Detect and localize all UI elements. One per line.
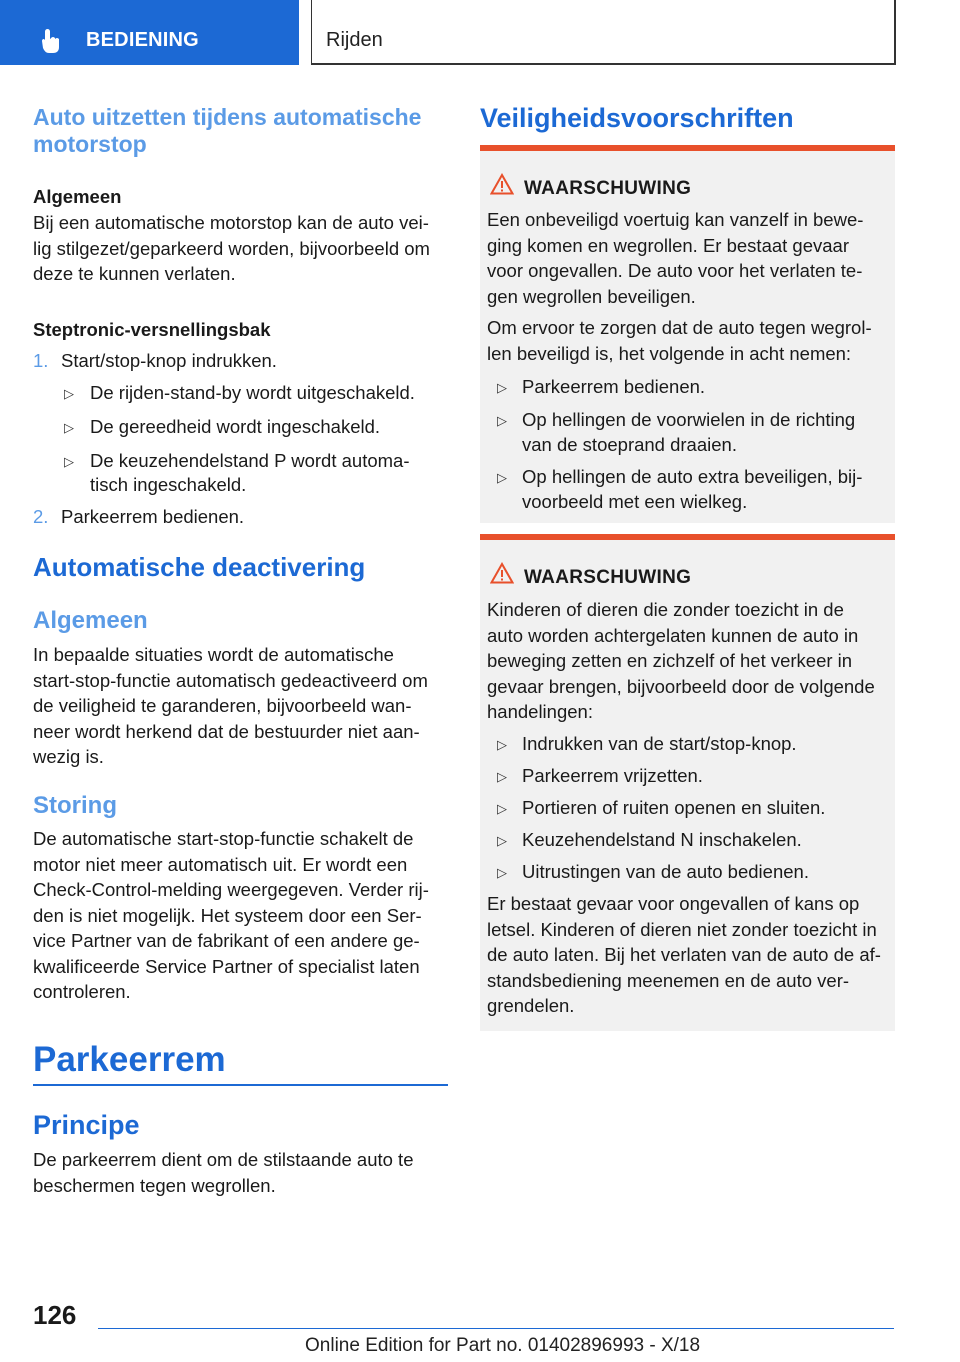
warning-box <box>480 145 895 523</box>
text-line: de auto laten. Bij het verlaten van de auto de af- <box>487 944 881 965</box>
heading-auto-uitzetten <box>33 104 421 158</box>
text-line: De automatische start-stop-functie schakelt de <box>33 828 414 849</box>
paragraph-deactivering <box>33 642 428 770</box>
heading-line: motorstop <box>33 131 147 157</box>
list-text: Start/stop-knop indrukken. <box>61 350 277 371</box>
subheading-algemeen-2: Algemeen <box>33 607 148 634</box>
footer-rule <box>98 1328 894 1329</box>
text-line: ging komen en wegrollen. Er bestaat gevaar <box>487 234 849 256</box>
text-line: neer wordt herkend dat de bestuurder niet aan- <box>33 720 420 742</box>
triangle-bullet-icon: ▷ <box>64 386 74 401</box>
warning-title: WAARSCHUWING <box>524 567 692 588</box>
triangle-bullet-icon: ▷ <box>497 413 507 428</box>
text-line: gevaar brengen, bijvoorbeeld door de volgende <box>487 675 875 697</box>
warning-triangle-icon <box>490 562 514 584</box>
text-line: letsel. Kinderen of dieren niet zonder toezicht in <box>487 918 877 940</box>
triangle-bullet-icon: ▷ <box>497 380 507 395</box>
text-line: deze te kunnen verlaten. <box>33 263 236 284</box>
bullet-text: Parkeerrem bedienen. <box>522 376 706 397</box>
subheading-algemeen: Algemeen <box>33 186 122 207</box>
text-line: grendelen. <box>487 995 575 1016</box>
list-number: 2. <box>33 506 49 527</box>
text-line: beschermen tegen wegrollen. <box>33 1174 276 1196</box>
text-line: auto worden achtergelaten kunnen de auto in <box>487 624 859 646</box>
text-line: Een onbeveiligd voertuig kan vanzelf in bewe- <box>487 209 864 230</box>
text-line: wezig is. <box>33 746 104 767</box>
subheading-storing: Storing <box>33 792 117 819</box>
warning-paragraph <box>487 891 881 1019</box>
warning-paragraph <box>487 315 872 366</box>
paragraph-principe <box>33 1147 414 1198</box>
paragraph-algemeen <box>33 210 430 287</box>
chapter-title: Rijden <box>326 29 383 51</box>
bullet-text: tisch ingeschakeld. <box>90 474 247 495</box>
bullet-text: Uitrustingen van de auto bedienen. <box>522 861 809 882</box>
text-line: den is niet mogelijk. Het systeem door een Ser- <box>33 904 422 926</box>
text-line: beweging zetten en zichzelf of het verkeer in <box>487 650 853 671</box>
text-line: Kinderen of dieren die zonder toezicht in de <box>487 599 844 620</box>
text-line: Er bestaat gevaar voor ongevallen of kans op <box>487 893 860 914</box>
bullet-text: Parkeerrem vrijzetten. <box>522 765 703 786</box>
warning-title: WAARSCHUWING <box>524 178 692 199</box>
paragraph-storing <box>33 826 429 1005</box>
warning-triangle-icon <box>490 173 514 195</box>
subheading-principe: Principe <box>33 1110 140 1140</box>
list-number: 1. <box>33 350 49 371</box>
heading-underline <box>33 1084 448 1086</box>
bullet-text: voorbeeld met een wielkeg. <box>522 491 748 512</box>
warning-paragraph <box>487 207 863 309</box>
heading-parkeerrem: Parkeerrem <box>33 1040 226 1079</box>
bullet-text: Keuzehendelstand N inschakelen. <box>522 829 802 850</box>
bullet-text: Op hellingen de voorwielen in de richting <box>522 409 856 430</box>
text-line: kwalificeerde Service Partner of specialist laten <box>33 955 420 977</box>
triangle-bullet-icon: ▷ <box>497 801 507 816</box>
text-line: gen wegrollen beveiligen. <box>487 285 696 307</box>
triangle-bullet-icon: ▷ <box>497 470 507 485</box>
chapter-tab <box>311 0 896 65</box>
page-number: 126 <box>33 1300 77 1330</box>
text-line: lig stilgezet/geparkeerd worden, bijvoorbeeld om <box>33 237 430 259</box>
text-line: vice Partner van de fabrikant of een andere ge- <box>33 930 420 951</box>
triangle-bullet-icon: ▷ <box>497 769 507 784</box>
text-line: motor niet meer automatisch uit. Er wordt een <box>33 853 408 875</box>
text-line: de veiligheid te garanderen, bijvoorbeeld wan- <box>33 695 412 716</box>
list-text: Parkeerrem bedienen. <box>61 506 245 527</box>
section-tab <box>0 0 299 65</box>
triangle-bullet-icon: ▷ <box>497 737 507 752</box>
bullet-text: De keuzehendelstand P wordt automa- <box>90 450 410 471</box>
text-line: Om ervoor te zorgen dat de auto tegen wegrol- <box>487 317 872 338</box>
bullet-text: De gereedheid wordt ingeschakeld. <box>90 416 381 437</box>
bullet-text: De rijden-stand-by wordt uitgeschakeld. <box>90 382 415 403</box>
text-line: In bepaalde situaties wordt de automatische <box>33 644 394 665</box>
text-line: Check-Control-melding weergegeven. Verder rij- <box>33 879 429 900</box>
subheading-steptronic: Steptronic-versnellingsbak <box>33 319 271 340</box>
triangle-bullet-icon: ▷ <box>64 420 74 435</box>
text-line: voor ongevallen. De auto voor het verlaten te- <box>487 260 863 281</box>
edition-text: Online Edition for Part no. 01402896993 - X/18 <box>305 1335 701 1356</box>
section-title: BEDIENING <box>86 29 199 51</box>
triangle-bullet-icon: ▷ <box>497 865 507 880</box>
text-line: controleren. <box>33 981 131 1002</box>
text-line: standsbediening meenemen en de auto ver- <box>487 969 850 991</box>
heading-automatische-deactivering: Automatische deactivering <box>33 552 366 582</box>
bullet-text: van de stoeprand draaien. <box>522 434 737 455</box>
warning-paragraph <box>487 597 875 725</box>
text-line: Bij een automatische motorstop kan de auto vei- <box>33 212 429 233</box>
triangle-bullet-icon: ▷ <box>497 833 507 848</box>
text-line: De parkeerrem dient om de stilstaande auto te <box>33 1149 414 1170</box>
warning-box <box>480 534 895 1031</box>
text-line: len beveiligd is, het volgende in acht nemen: <box>487 342 852 364</box>
text-line: handelingen: <box>487 701 593 722</box>
text-line: start-stop-functie automatisch gedeactiveerd om <box>33 669 428 691</box>
heading-line: Auto uitzetten tijdens automatische <box>33 104 422 130</box>
bullet-text: Indrukken van de start/stop-knop. <box>522 733 797 754</box>
bullet-text: Op hellingen de auto extra beveiligen, bij- <box>522 466 863 487</box>
heading-veiligheidsvoorschriften: Veiligheidsvoorschriften <box>480 103 794 133</box>
triangle-bullet-icon: ▷ <box>64 454 74 469</box>
hand-pointer-icon <box>38 28 64 54</box>
bullet-text: Portieren of ruiten openen en sluiten. <box>522 797 826 818</box>
